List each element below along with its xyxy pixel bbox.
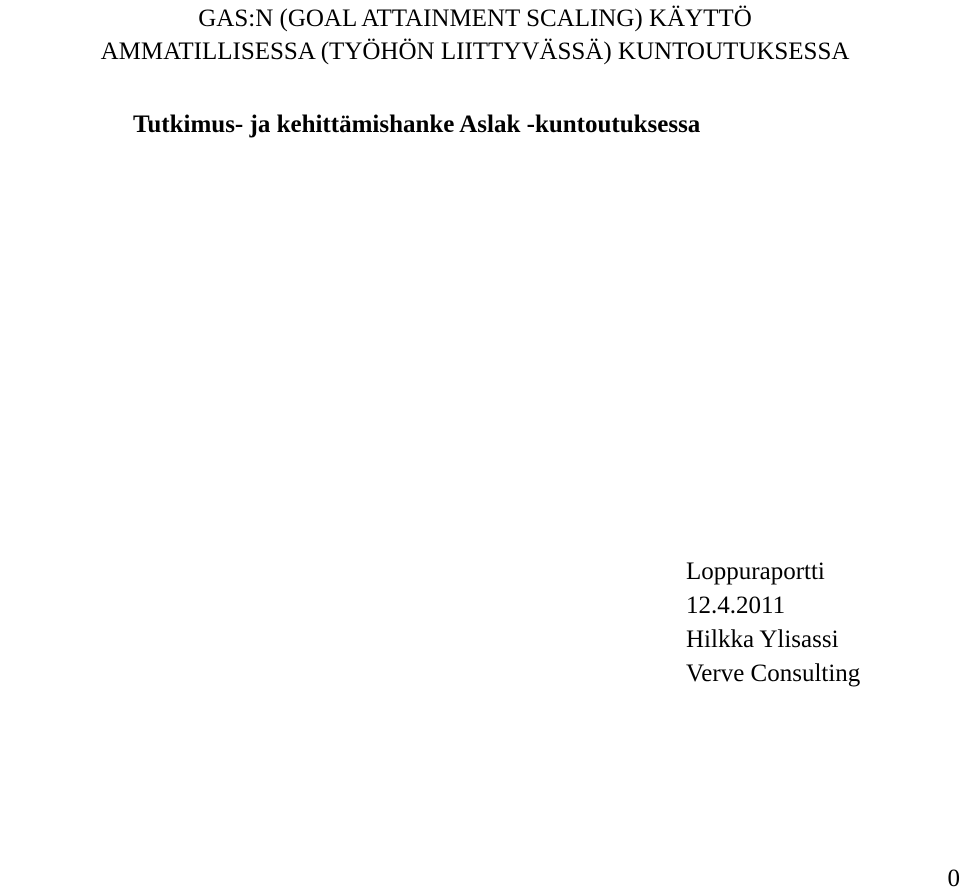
report-author: Hilkka Ylisassi [686,623,860,657]
report-organization: Verve Consulting [686,657,860,691]
page-number: 0 [948,865,960,893]
report-type: Loppuraportti [686,555,860,589]
report-date: 12.4.2011 [686,589,860,623]
title-line-1: GAS:N (GOAL ATTAINMENT SCALING) KÄYTTÖ [0,2,960,35]
document-title [0,2,960,68]
document-subtitle: Tutkimus- ja kehittämishanke Aslak -kuntoutuksessa [133,108,700,141]
report-info [686,555,860,691]
title-line-2: AMMATILLISESSA (TYÖHÖN LIITTYVÄSSÄ) KUNTOUTUKSESSA [0,35,960,68]
